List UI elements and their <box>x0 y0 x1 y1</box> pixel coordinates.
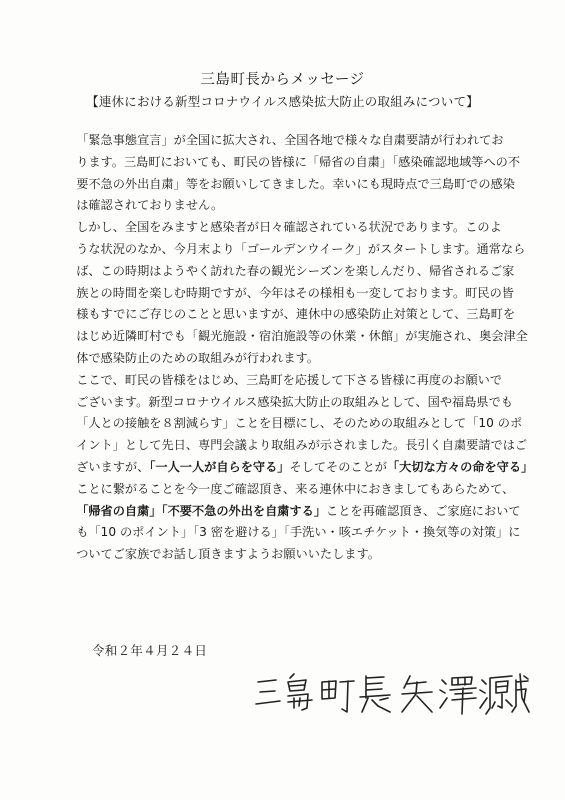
signature-drawing <box>250 668 530 720</box>
text-line: ば、この時期はようやく訪れた春の観光シーズンを楽しんだり、帰省されるご家 <box>76 263 515 278</box>
emphasis-text: 「一人一人が自らを守る」 <box>149 459 290 474</box>
text-line: はじめ近隣町村でも「観光施設・宿泊施設等の休業・休館」が実施され、奥会津全 <box>76 329 528 344</box>
paragraph-3 <box>64 370 534 566</box>
text-line: も「10 のポイント」「3 密を避ける」「手洗い・咳エチケット・換気等の対策」に <box>76 525 521 540</box>
text-line: イント」として先日、専門会議より取組みが示されました。長引く自粛要請ではご <box>76 438 528 453</box>
emphasis-text: 「帰省の自粛」「不要不急の外出を自粛する」 <box>76 503 327 518</box>
text-line: 様もすでにご存じのことと思いますが、連休中の感染防止対策として、三島町を <box>76 307 516 322</box>
text-line: は確認されておりません。 <box>76 198 224 213</box>
text-line: 「帰省の自粛」「不要不急の外出を自粛する」ことを再確認頂き、ご家庭において <box>76 503 521 518</box>
handwritten-signature <box>250 668 530 720</box>
text-line: ここで、町民の皆様をはじめ、三島町を応援して下さる皆様に再度のお願いで <box>76 372 503 387</box>
paragraph-1 <box>64 130 520 217</box>
text-line: 族との時間を楽しむ時期ですが、今年はその様相も一変しております。町民の皆 <box>76 285 514 300</box>
paragraph-2 <box>64 217 528 370</box>
message-body <box>64 130 534 566</box>
text-line: 要不急の外出自粛」等をお願いしてきました。幸いにも現時点で三島町での感染 <box>76 176 515 191</box>
text-line: ります。三島町においても、町民の皆様に「帰省の自粛」「感染確認地域等への不 <box>76 154 521 169</box>
text-line: うな状況のなか、今月末より「ゴールデンウイーク」がスタートします。通常なら <box>76 241 526 256</box>
text-line: ございます。新型コロナウイルス感染拡大防止の取組みとして、国や福島県でも <box>76 394 513 409</box>
text-line: 「緊急事態宣言」が全国に拡大され、全国各地で様々な自粛要請が行われてお <box>76 133 504 147</box>
message-title: 三島町長からメッセージ <box>200 72 365 88</box>
text-line: ついてご家族でお話し頂きますようお願いいたします。 <box>76 547 380 562</box>
text-line: しかし、全国をみますと感染者が日々確認されている状況であります。このよ <box>76 220 502 235</box>
text-line: 「人との接触を８割減らす」ことを目標にし、そのための取組みとして「10 のポ <box>76 416 523 431</box>
text-line: ざいますが、「一人一人が自らを守る」そしてそのことが「大切な方々の命を守る」 <box>76 459 534 474</box>
emphasis-text: 「大切な方々の命を守る」 <box>386 459 534 474</box>
issue-date: 令和２年４月２４日 <box>92 643 208 658</box>
text-line: 体で感染防止のための取組みが行われます。 <box>76 350 319 365</box>
text-line: ことに繋がることを今一度ご確認頂き、来る連休中におきましてもあらためて、 <box>76 481 515 496</box>
message-subtitle: 【連休における新型コロナウイルス感染拡大防止の取組みについて】 <box>86 94 479 109</box>
